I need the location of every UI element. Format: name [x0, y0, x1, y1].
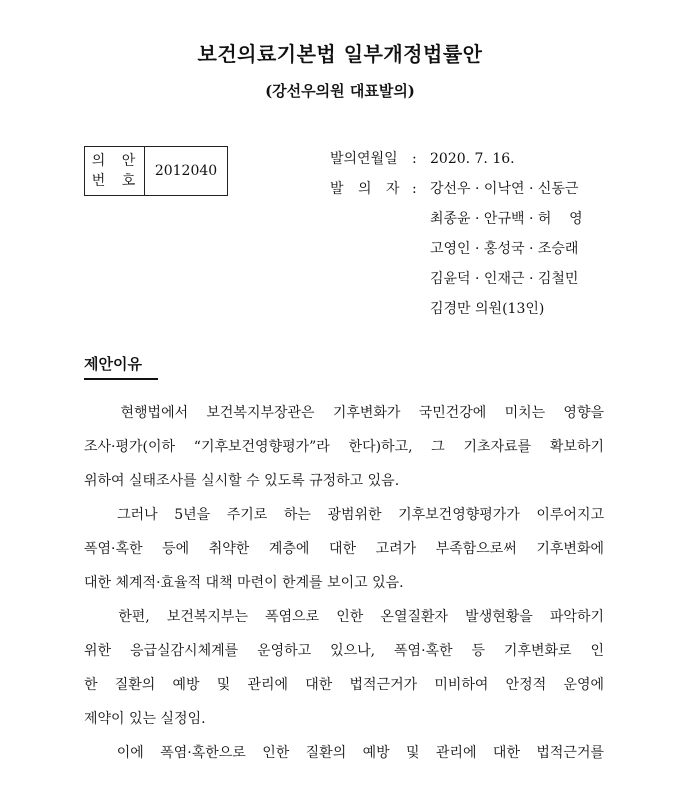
- section-heading-reason: 제안이유: [84, 353, 158, 380]
- paragraph-line: 위하여 실태조사를 실시할 수 있도록 규정하고 있음.: [84, 473, 400, 489]
- paragraph-line: 폭염·혹한 등에 취약한 계층에 대한 고려가 부족함으로써 기후변화에: [84, 541, 604, 557]
- proposers-label: 발 의 자: [330, 181, 405, 197]
- bill-number-label: [85, 147, 145, 195]
- paragraph-line: 이에 폭염·혹한으로 인한 질환의 예방 및 관리에 대한 법적근거를: [84, 745, 604, 761]
- document-subtitle: (강선우의원 대표발의): [265, 82, 415, 100]
- paragraph-line: 그러나 5년을 주기로 하는 광범위한 기후보건영향평가가 이루어지고: [84, 507, 604, 523]
- paragraph-line: 현행법에서 보건복지부장관은 기후변화가 국민건강에 미치는 영향을: [84, 405, 604, 421]
- proposers-colon: :: [412, 181, 417, 197]
- proposers-list: [430, 178, 583, 328]
- document-title: 보건의료기본법 일부개정법률안: [197, 42, 483, 66]
- bill-number-value: 2012040: [154, 163, 218, 179]
- bill-number-box: [84, 146, 228, 196]
- proposal-reason-text: [84, 396, 604, 770]
- bill-metadata: [330, 148, 583, 328]
- proposal-date-label: 발의연월일: [330, 151, 398, 167]
- proposal-date-value: 2020. 7. 16.: [430, 151, 515, 167]
- bill-label-line2: 번 호: [91, 173, 142, 189]
- paragraph-line: 제약이 있는 실정임.: [84, 711, 206, 727]
- proposers-line: 고영인 · 홍성국 · 조승래: [430, 241, 579, 257]
- proposers-line: 강선우 · 이낙연 · 신동근: [430, 181, 579, 197]
- proposers-line: 김윤덕 · 인재근 · 김철민: [430, 271, 579, 287]
- paragraph-line: 조사·평가(이하 “기후보건영향평가”라 한다)하고, 그 기초자료를 확보하기: [84, 439, 604, 455]
- proposers-line: 김경만 의원(13인): [430, 301, 545, 317]
- proposal-date-row: [330, 148, 583, 178]
- paragraph-line: 위한 응급실감시체계를 운영하고 있으나, 폭염·혹한 등 기후변화로 인: [84, 643, 604, 659]
- proposers-line: 최종윤 · 안규백 · 허 영: [430, 211, 583, 227]
- paragraph-line: 한편, 보건복지부는 폭염으로 인한 온열질환자 발생현황을 파악하기: [84, 609, 604, 625]
- paragraph-line: 한 질환의 예방 및 관리에 대한 법적근거가 미비하여 안정적 운영에: [84, 677, 604, 693]
- paragraph-line: 대한 체계적·효율적 대책 마련이 한계를 보이고 있음.: [84, 575, 404, 591]
- proposers-row: [330, 178, 583, 328]
- bill-label-line1: 의 안: [91, 153, 142, 169]
- proposal-date-colon: :: [412, 151, 417, 167]
